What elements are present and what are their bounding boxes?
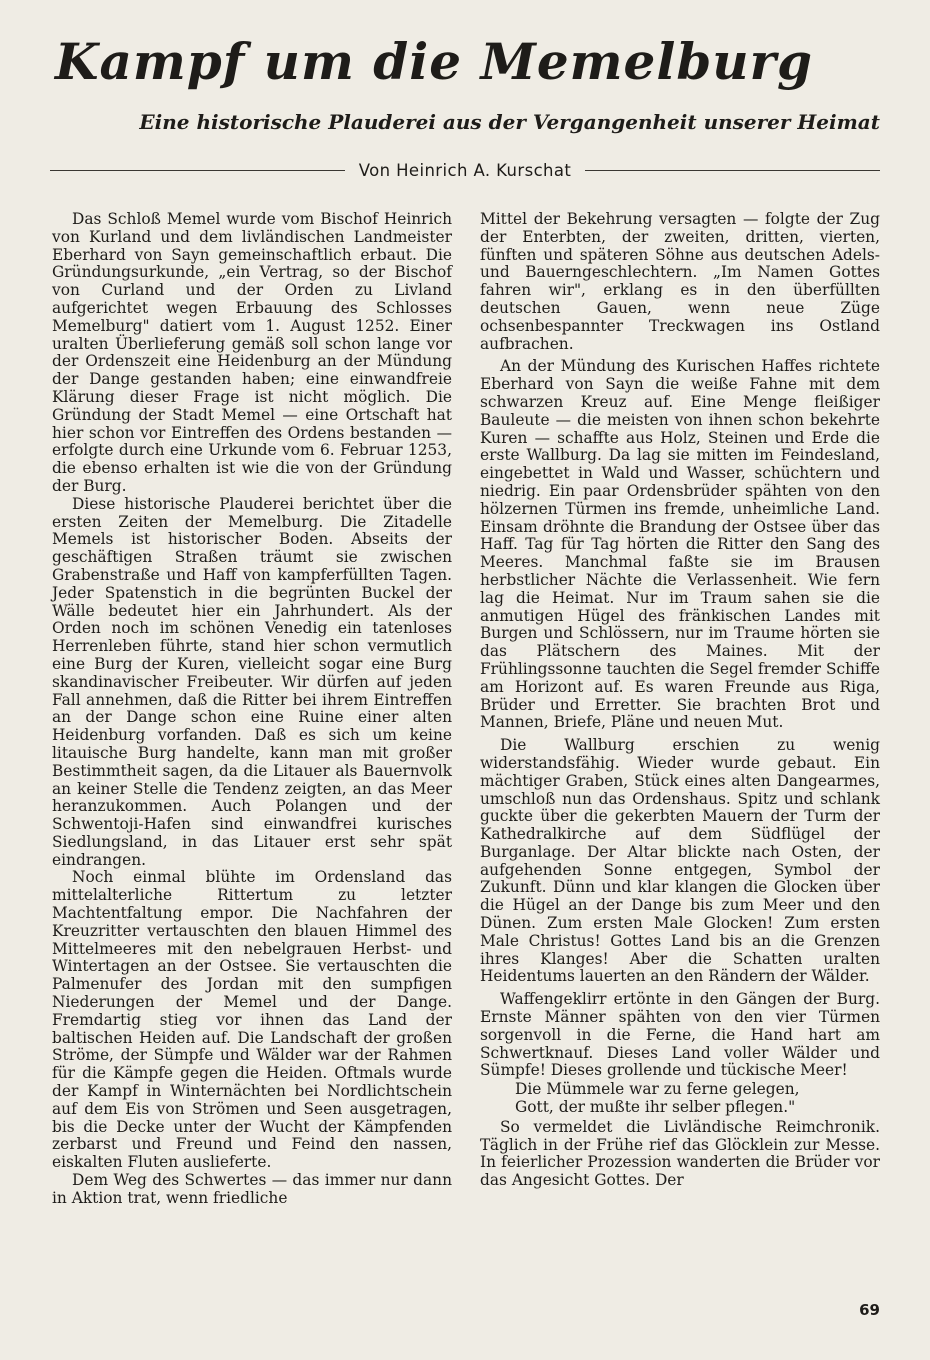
paragraph: Die Wallburg erschien zu wenig widerstandsfähig. Wieder wurde gebaut. Ein mächtiger Graben, Stück eines alten Dangearmes, umschloß nun das Ordenshaus. Spitz und schlank guckte über die gekerbten Mauern der Turm der Kathedralkirche auf dem Südflügel der Burganlage. Der Altar blickte nach Osten, der aufgehenden Sonne entgegen, Symbol der Zukunft. Dünn und klar klangen die Glocken über die Hügel an der Dange bis zum Meer und den Dünen. Zum ersten Male Glocken! Zum ersten Male Christus! Gottes Land bis an die Grenzen ihres Klanges! Aber die Schatten uralten Heidentums lauerten an den Rändern der Wälder.	[480, 736, 880, 986]
paragraph: Waffengeklirr ertönte in den Gängen der Burg. Ernste Männer spähten von den vier Türmen sorgenvoll in die Ferne, die Hand hart am Schwertknauf. Dieses Land voller Wälder und Sümpfe! Dieses grollende und tückische Meer!	[480, 990, 880, 1080]
verse-line: Die Mümmele war zu ferne gelegen,	[515, 1080, 800, 1099]
text-column-right	[480, 211, 880, 1190]
byline-row	[50, 157, 880, 183]
page-number: 69	[859, 1301, 880, 1319]
paragraph: So vermeldet die Livländische Reimchronik. Täglich in der Frühe rief das Glöcklein zur Messe. In feierlicher Prozession wanderten die Brüder vor das Angesicht Gottes. Der	[480, 1117, 880, 1190]
paragraph: Mittel der Bekehrung versagten — folgte der Zug der Enterbten, der zweiten, dritten, vierten, fünften und späteren Söhne aus deutschen Adels- und Bauerngeschlechtern. „Im Namen Gottes fahren wir", erklang es in den überfüllten deutschen Gauen, wenn neue Züge ochsenbespannter Treckwagen ins Ostland aufbrachen.	[480, 210, 880, 353]
paragraph: Noch einmal blühte im Ordensland das mittelalterliche Rittertum zu letzter Machtentfaltung empor. Die Nachfahren der Kreuzritter vertauschten den blauen Himmel des Mittelmeeres mit den nebelgrauen Herbst- und Wintertagen an der Ostsee. Sie vertauschten die Palmenufer des Jordan mit den sumpfigen Niederungen der Memel und der Dange. Fremdartig stieg vor ihnen das Land der baltischen Heiden auf. Die Landschaft der großen Ströme, der Sümpfe und Wälder war der Rahmen für die Kämpfe gegen die Heiden. Oftmals wurde der Kampf in Winternächten bei Nordlichtschein auf dem Eis von Strömen und Seen ausgetragen, bis die Decke unter der Wucht der Kämpfenden zerbarst und Freund und Feind den nassen, eiskalten Fluten auslieferte.	[52, 868, 452, 1172]
paragraph: Dem Weg des Schwertes — das immer nur dann in Aktion trat, wenn friedliche	[52, 1171, 452, 1207]
author-byline: Von Heinrich A. Kurschat	[358, 160, 572, 180]
byline-rule-left	[50, 170, 345, 171]
paragraph: Diese historische Plauderei berichtet über die ersten Zeiten der Memelburg. Die Zitadelle Memels ist historischer Boden. Abseits der geschäftigen Straßen träumt sie zwischen Grabenstraße und Haff von kampferfüllten Tagen. Jeder Spatenstich in die begrünten Buckel der Wälle bedeutet hier ein Jahrhundert. Als der Orden noch im schönen Venedig ein tatenloses Herrenleben führte, stand hier schon vermutlich eine Burg der Kuren, vielleicht sogar eine Burg skandinavischer Freibeuter. Wir dürfen auf jeden Fall annehmen, daß die Ritter bei ihrem Eintreffen an der Dange schon eine Ruine einer alten Heidenburg vorfanden. Daß es sich um keine litauische Burg handelte, kann man mit großer Bestimmtheit sagen, da die Litauer als Bauernvolk an keiner Stelle die Tendenz zeigten, an das Meer heranzukommen. Auch Polangen und der Schwentoji-Hafen sind einwandfrei kurisches Siedlungsland, in das Litauer erst sehr spät eindrangen.	[52, 494, 452, 869]
paragraph: Das Schloß Memel wurde vom Bischof Heinrich von Kurland und dem livländischen Landmeister Eberhard von Sayn gemeinschaftlich erbaut. Die Gründungsurkunde, „ein Vertrag, so der Bischof von Curland und der Orden zu Livland aufgerichtet wegen Erbauung des Schlosses Memelburg" datiert vom 1. August 1252. Einer uralten Überlieferung gemäß soll schon lange vor der Ordenszeit eine Heidenburg an der Mündung der Dange gestanden haben; eine einwandfreie Klärung dieser Frage ist nicht möglich. Die Gründung der Stadt Memel — eine Ortschaft hat hier schon vor Eintreffen des Ordens bestanden — erfolgte durch eine Urkunde vom 6. Februar 1253, die ebenso erhalten ist wie die von der Gründung der Burg.	[52, 210, 452, 495]
chronicle-verse	[515, 1081, 880, 1117]
verse-line: Gott, der mußte ihr selber pflegen."	[515, 1098, 796, 1117]
article-title: Kampf um die Memelburg	[55, 32, 813, 91]
article-subtitle: Eine historische Plauderei aus der Vergangenheit unserer Heimat	[139, 110, 880, 134]
text-column-left	[52, 211, 452, 1208]
byline-rule-right	[585, 170, 880, 171]
paragraph: An der Mündung des Kurischen Haffes richtete Eberhard von Sayn die weiße Fahne mit dem schwarzen Kreuz auf. Eine Menge fleißiger Bauleute — die meisten von ihnen schon bekehrte Kuren — schaffte aus Holz, Steinen und Erde die erste Wallburg. Da lag sie mitten im Feindesland, eingebettet in Wald und Wasser, schüchtern und niedrig. Ein paar Ordensbrüder spähten von den hölzernen Türmen ins fremde, unheimliche Land. Einsam dröhnte die Brandung der Ostsee über das Haff. Tag für Tag hörten die Ritter den Sang des Meeres. Manchmal faßte sie im Brausen herbstlicher Nächte die Verlassenheit. Wie fern lag die Heimat. Nur im Traum sahen sie die anmutigen Hügel des fränkischen Landes mit Burgen und Schlössern, nur im Traume hörten sie das Plätschern des Maines. Mit der Frühlingssonne tauchten die Segel fremder Schiffe am Horizont auf. Es waren Freunde aus Riga, Brüder und Erretter. Sie brachten Brot und Mannen, Briefe, Pläne und neuen Mut.	[480, 357, 880, 732]
